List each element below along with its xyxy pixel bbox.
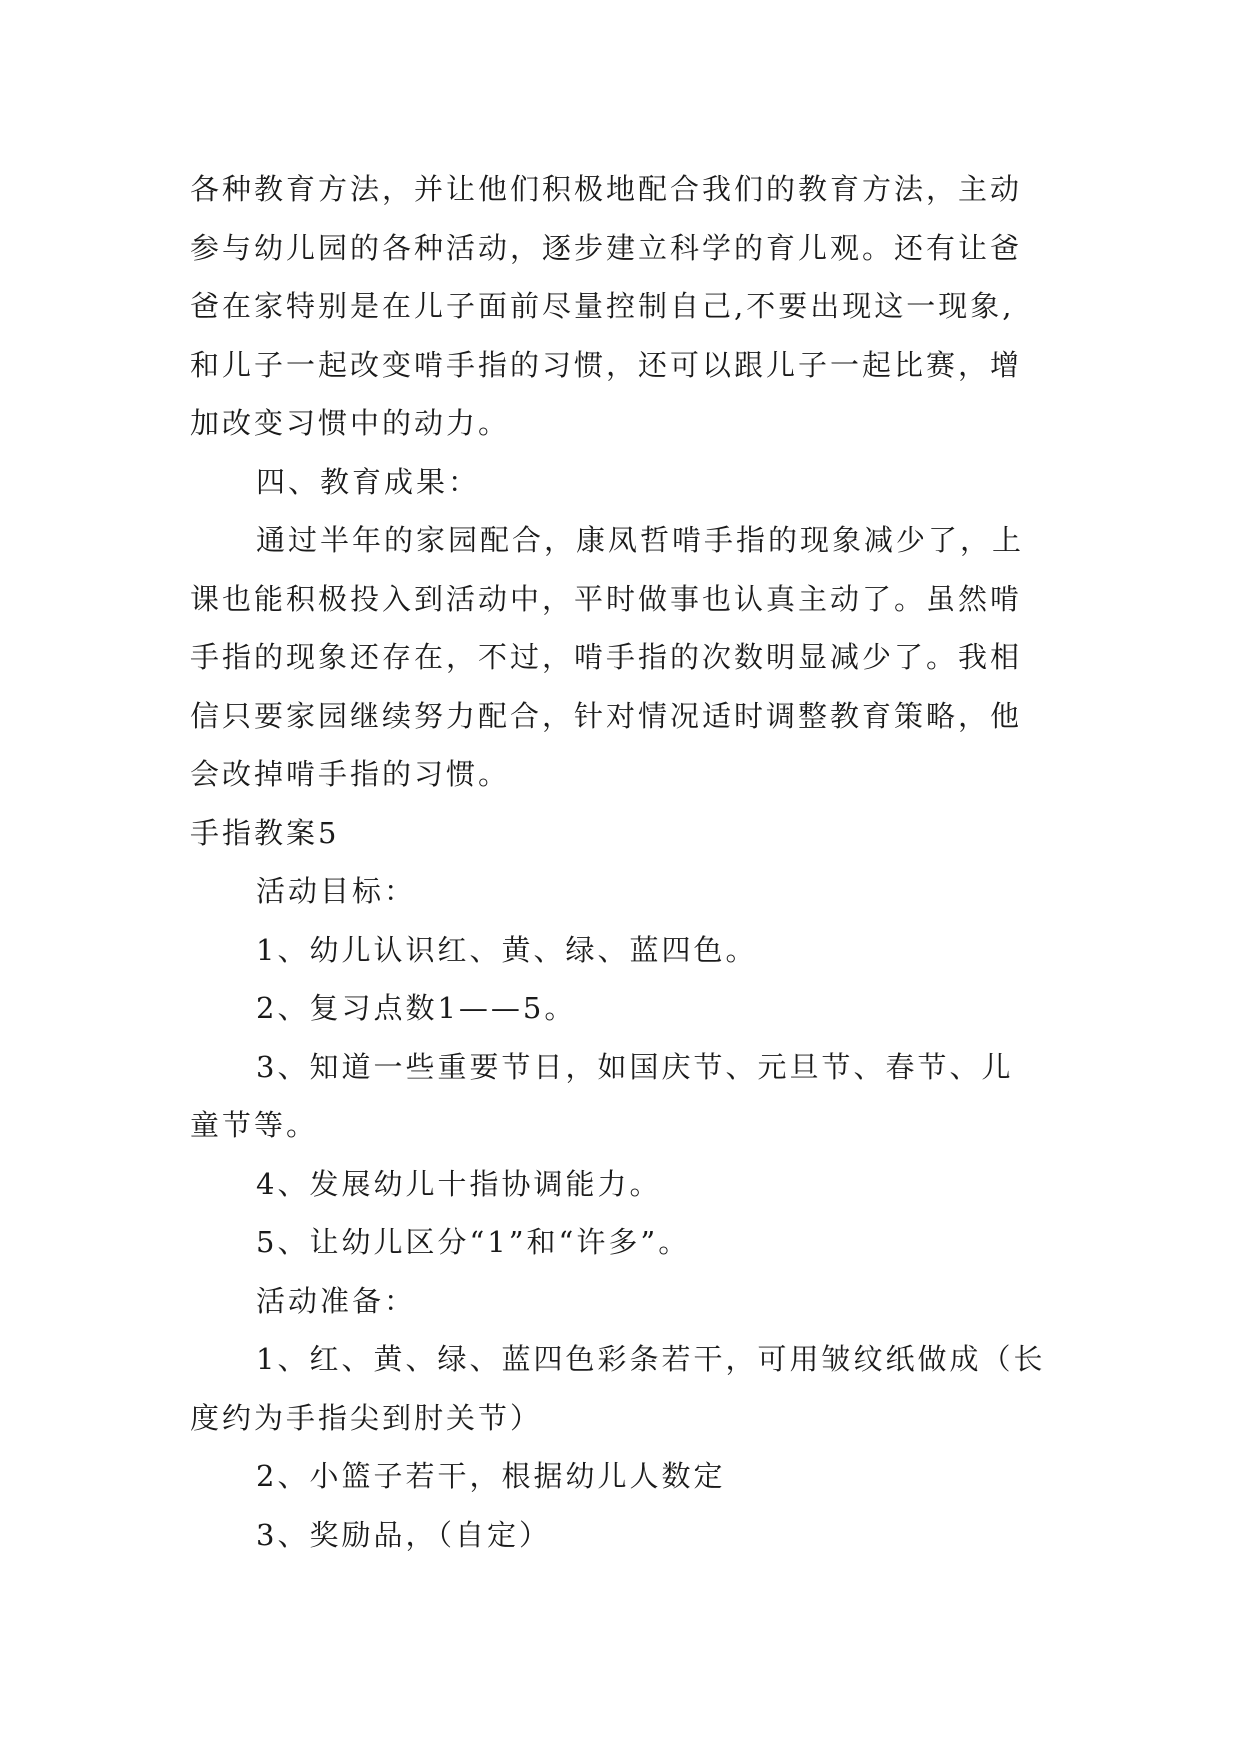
text-line: 参与幼儿园的各种活动，逐步建立科学的育儿观。还有让爸 [190,230,1023,265]
text-line: 会改掉啃手指的习惯。 [190,757,511,791]
text-line: 通过半年的家园配合，康凤哲啃手指的现象减少了，上 [256,523,1025,557]
document-body [190,160,1070,1564]
text-line: 各种教育方法，并让他们积极地配合我们的教育方法，主动 [190,172,1023,206]
text-line: 童节等。 [190,1108,319,1142]
text-line: 1、幼儿认识红、黄、绿、蓝四色。 [256,932,758,967]
text-line: 4、发展幼儿十指协调能力。 [256,1166,662,1201]
text-line: 1、红、黄、绿、蓝四色彩条若干，可用皱纹纸做成（长 [256,1342,1046,1376]
text-line: 爸在家特别是在儿子面前尽量控制自己,不要出现这一现象, [190,289,1015,323]
text-line: 和儿子一起改变啃手指的习惯，还可以跟儿子一起比赛，增 [190,347,1023,382]
text-line: 活动准备： [256,1283,417,1318]
text-line: 2、复习点数1——5。 [256,991,577,1025]
text-line: 3、知道一些重要节日，如国庆节、元旦节、春节、儿 [256,1049,1014,1084]
text-line: 手指的现象还存在，不过，啃手指的次数明显减少了。我相 [190,640,1023,674]
text-line: 活动目标： [256,874,417,908]
text-line: 四、教育成果： [256,464,481,499]
text-line: 信只要家园继续努力配合，针对情况适时调整教育策略，他 [190,698,1023,733]
text-line: 手指教案5 [190,815,340,850]
text-line: 3、奖励品，（自定） [256,1517,551,1552]
text-line: 度约为手指尖到肘关节） [190,1400,543,1435]
text-line: 加改变习惯中的动力。 [190,406,511,440]
text-line: 2、小篮子若干，根据幼儿人数定 [256,1459,726,1493]
text-line: 课也能积极投入到活动中，平时做事也认真主动了。虽然啃 [190,581,1023,616]
text-line: 5、让幼儿区分“1”和“许多”。 [256,1225,691,1259]
